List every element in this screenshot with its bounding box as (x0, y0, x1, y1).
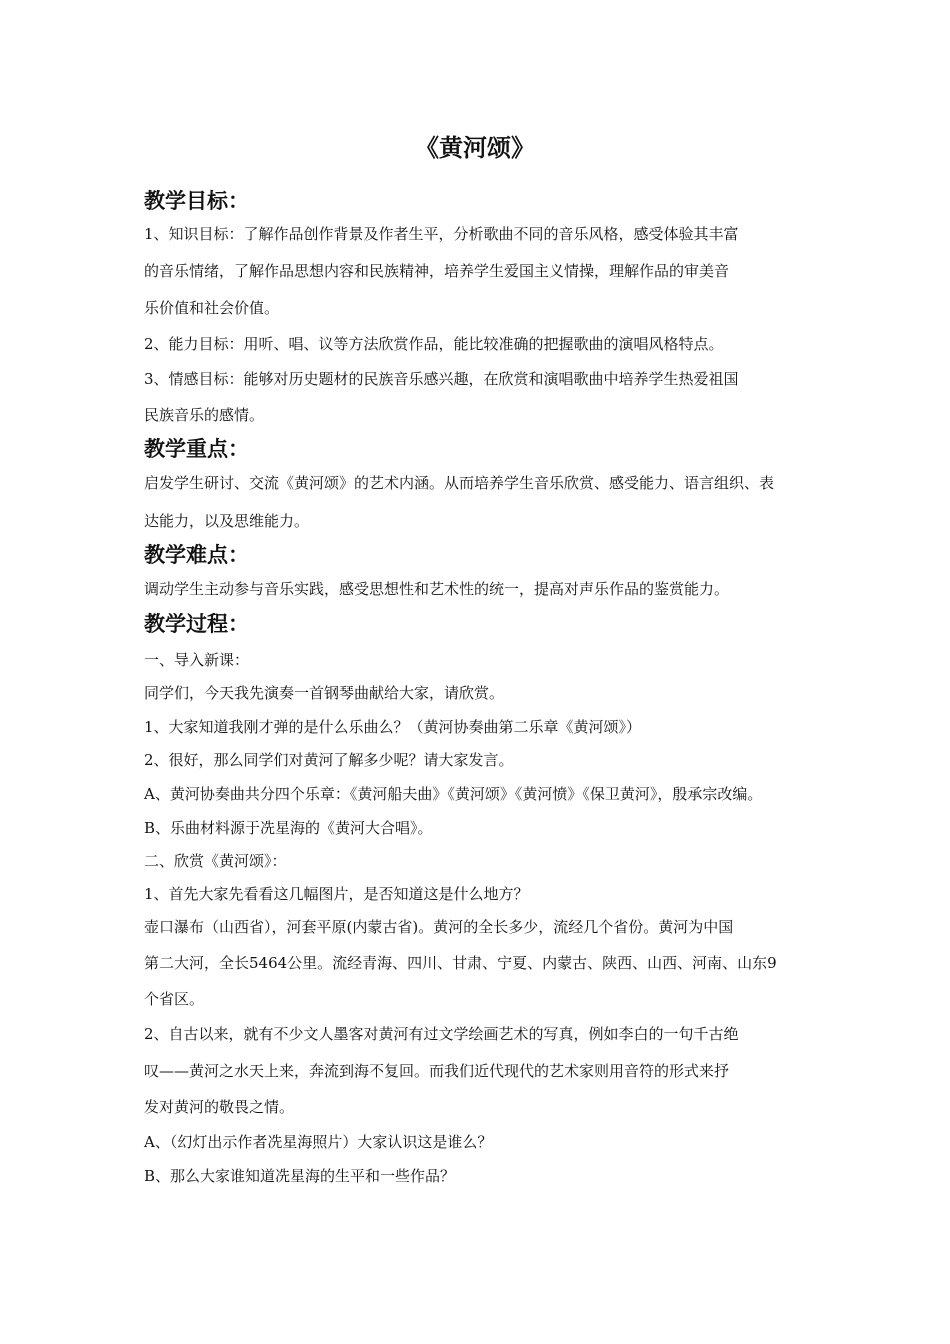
objectives-line: 1、知识目标：了解作品创作背景及作者生平，分析歌曲不同的音乐风格，感受体验其丰富 (144, 225, 739, 243)
process-line: B、乐曲材料源于冼星海的《黄河大合唱》。 (144, 819, 433, 837)
process-heading: 教学过程： (144, 612, 249, 636)
process-line: 第二大河，全长5464公里。流经青海、四川、甘肃、宁夏、内蒙古、陕西、山西、河南、山东9 (144, 954, 777, 972)
process-line: B、那么大家谁知道冼星海的生平和一些作品？ (144, 1167, 456, 1185)
process-line: 2、自古以来，就有不少文人墨客对黄河有过文学绘画艺术的写真，例如李白的一句千古绝 (144, 1025, 739, 1043)
objectives-line: 的音乐情绪，了解作品思想内容和民族精神，培养学生爱国主义情操，理解作品的审美音 (144, 262, 730, 280)
difficulties-heading: 教学难点： (144, 543, 249, 567)
difficulties-line: 调动学生主动参与音乐实践，感受思想性和艺术性的统一，提高对声乐作品的鉴赏能力。 (144, 580, 730, 598)
process-line: 同学们，今天我先演奏一首钢琴曲献给大家，请欣赏。 (144, 684, 505, 702)
process-line: A、黄河协奏曲共分四个乐章：《黄河船夫曲》《黄河颂》《黄河愤》《保卫黄河》，殷承宗改编。 (144, 785, 763, 803)
objectives-heading: 教学目标： (144, 189, 249, 213)
objectives-line: 乐价值和社会价值。 (144, 299, 280, 317)
process-line: 1、大家知道我刚才弹的是什么乐曲么？（黄河协奏曲第二乐章《黄河颂》） (144, 718, 642, 736)
objectives-line: 3、情感目标：能够对历史题材的民族音乐感兴趣，在欣赏和演唱歌曲中培养学生热爱祖国 (144, 370, 739, 388)
objectives-line: 2、能力目标：用听、唱、议等方法欣赏作品，能比较准确的把握歌曲的演唱风格特点。 (144, 335, 724, 353)
process-line: 二、欣赏《黄河颂》： (144, 852, 287, 870)
process-line: 个省区。 (144, 990, 205, 1008)
process-line: 一、导入新课： (144, 651, 250, 669)
key-points-line: 达能力，以及思维能力。 (144, 512, 310, 530)
process-line: 壶口瀑布（山西省），河套平原(内蒙古省)。黄河的全长多少，流经几个省份。黄河为中国 (144, 918, 734, 936)
key-points-line: 启发学生研讨、交流《黄河颂》的艺术内涵。从而培养学生音乐欣赏、感受能力、语言组织、表 (144, 474, 775, 492)
document-title: 《黄河颂》 (415, 134, 535, 162)
process-line: A、（幻灯出示作者冼星海照片）大家认识这是谁么？ (144, 1133, 493, 1151)
process-line: 发对黄河的敬畏之情。 (144, 1098, 295, 1116)
key-points-heading: 教学重点： (144, 437, 249, 461)
process-line: 2、很好，那么同学们对黄河了解多少呢？请大家发言。 (144, 751, 514, 769)
process-line: 1、首先大家先看看这几幅图片，是否知道这是什么地方？ (144, 885, 529, 903)
objectives-line: 民族音乐的感情。 (144, 406, 265, 424)
process-line: 叹——黄河之水天上来，奔流到海不复回。而我们近代现代的艺术家则用音符的形式来抒 (144, 1062, 730, 1080)
